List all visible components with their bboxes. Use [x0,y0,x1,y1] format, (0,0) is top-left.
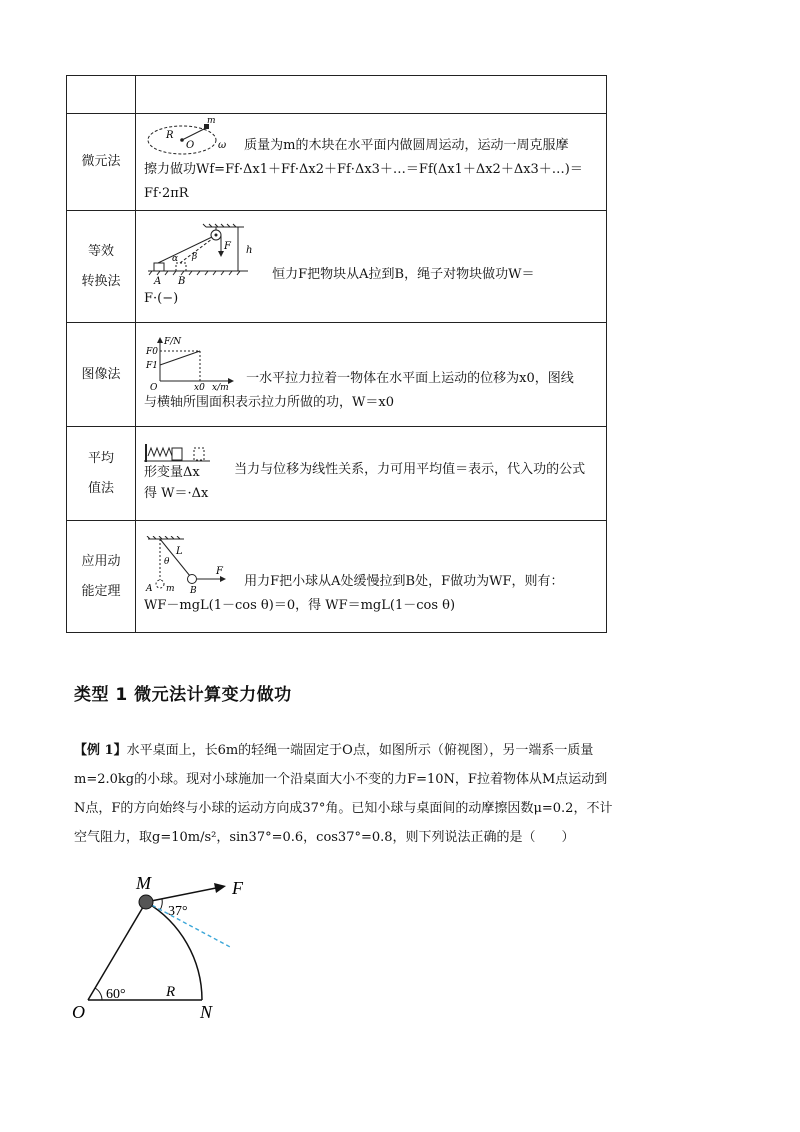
label-R: R [166,130,174,141]
label-M: M [136,873,151,893]
force-F-arrowhead [214,883,226,893]
label-A: A [154,275,162,287]
label-B: B [190,585,197,594]
method-content: 恒力F把物块从A拉到B，绳子对物块做功W＝ [272,266,535,282]
example-text: 水平桌面上，长6m的轻绳一端固定于O点，如图所示（俯视图），另一端系一质量m=2.0kg的小球。现对小球施加一个沿桌面大小不变的力F=10N，F拉着物体从M点运动到N点，F的方向始终与小球的运动方向成37°角。已知小球与桌面间的动摩擦因数μ=0.2，不计空气阻力，取g=10m/s²，sin37°=0.6，cos37°=0.8，则下列说法正确的是（ ） [74,743,613,845]
label-A: A [146,583,153,594]
label-x-axis: x/m [212,382,229,391]
method-formula: 得 W＝·Δx [144,485,209,501]
label-O: O [186,140,195,151]
label-F-axis: F/N [164,336,182,347]
method-formula: F·(−) [144,290,179,306]
label-x0: x0 [194,382,205,391]
label-F1: F1 [146,360,158,371]
method-content: 质量为m的木块在水平面内做圆周运动，运动一周克服摩 [244,138,569,153]
label-F: F [224,240,231,252]
method-content: 用力F把小球从A处缓慢拉到B处，F做功为WF，则有： [244,573,564,589]
method-content [136,76,607,114]
radius-OM [88,902,146,1000]
example-tag: 【例 1】 [74,743,127,758]
table-row [67,427,607,521]
label-F0: F0 [146,346,158,357]
label-O: O [72,1002,85,1022]
ball [139,895,153,909]
label-m: m [166,583,175,594]
label-37: 37° [168,904,188,919]
method-formula: WF－mgL(1－cos θ)＝0，得 WF＝mgL(1－cos θ) [144,597,456,613]
label-theta: θ [164,556,170,567]
label-omega: ω [218,140,227,151]
label-origin: O [150,382,158,391]
tangent-dashed-line [146,902,232,948]
method-name: 图像法 [67,323,136,427]
label-beta: β [192,251,198,262]
method-name: 平均 值法 [67,427,136,521]
method-name: 应用动 能定理 [67,521,136,633]
label-alpha: α [172,253,179,264]
pulley-figure [144,223,262,287]
method-name: 微元法 [67,114,136,211]
label-h: h [246,244,253,256]
label-R: R [166,984,176,1000]
method-content-cell [136,211,607,323]
force-displacement-graph [144,335,236,391]
label-B: B [178,275,186,287]
label-F: F [216,565,223,577]
method-content-cell [136,323,607,427]
force-F-arrow [146,888,216,902]
method-content: 一水平拉力拉着一物体在水平面上运动的位移为x0，图线 [246,370,574,386]
circular-motion-figure [144,118,234,158]
table-row [67,76,607,114]
section-heading: 类型 1 微元法计算变力做功 [74,685,292,705]
label-60: 60° [106,987,126,1002]
example-problem [74,736,614,852]
label-L: L [176,545,183,557]
angle-60-arc [95,988,102,1000]
table-row [67,323,607,427]
spring-figure [144,442,224,482]
rope-ball-diagram [66,872,266,1032]
method-name: 等效 转换法 [67,211,136,323]
pendulum-figure [144,536,234,594]
table-row [67,114,607,211]
method-content: 当力与位移为线性关系，力可用平均值＝表示，代入功的公式 [234,461,586,477]
method-content-cell [136,114,607,211]
method-formula: 与横轴所围面积表示拉力所做的功，W＝x0 [144,394,394,410]
angle-37-arc [160,899,162,910]
method-name [67,76,136,114]
table-row [67,211,607,323]
method-content-cell [136,427,607,521]
method-content-cell [136,521,607,633]
method-formula: 擦力做功Wf=Ff·Δx1＋Ff·Δx2＋Ff·Δx3＋…＝Ff(Δx1＋Δx2＋Δx3＋…)＝Ff·2πR [144,162,583,201]
table-row [67,521,607,633]
spring-caption: 形变量Δx [144,464,200,480]
label-m: m [207,118,216,126]
label-N: N [200,1002,213,1022]
methods-table [66,75,607,633]
label-F: F [232,878,243,898]
